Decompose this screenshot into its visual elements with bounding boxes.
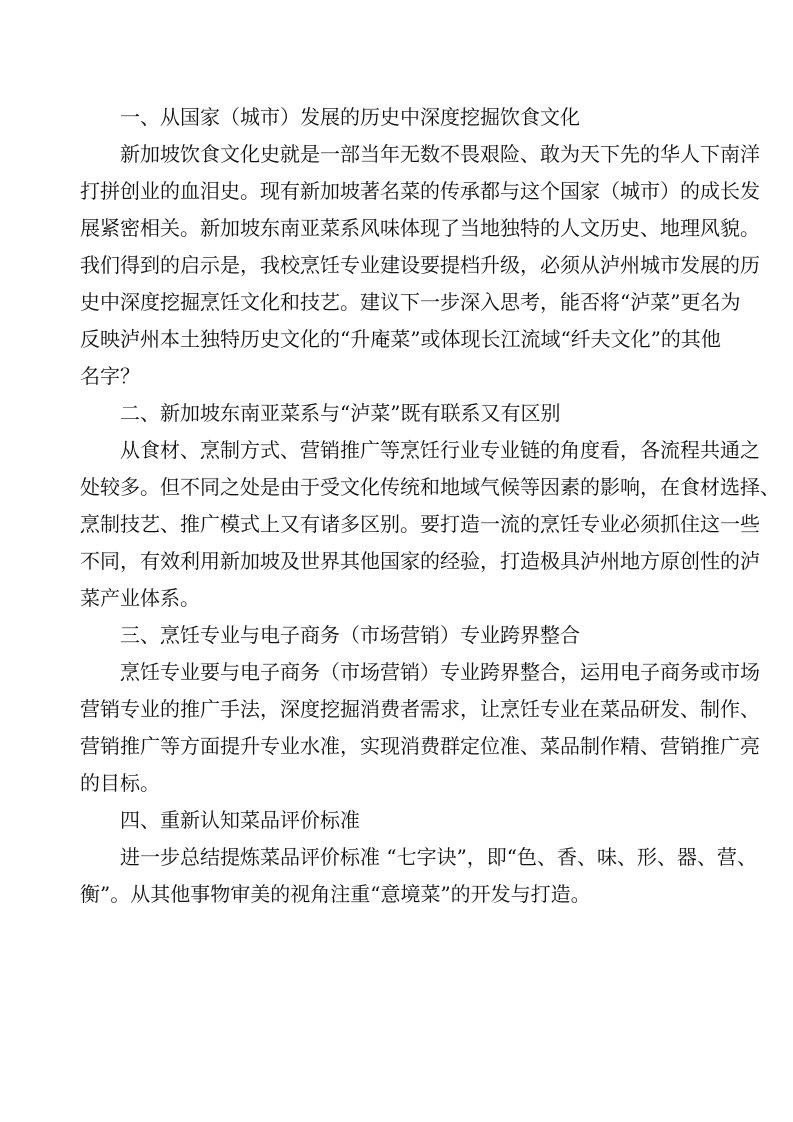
section-4 (80, 802, 758, 913)
paragraph-line: 名字？ (80, 364, 140, 388)
section-1 (80, 99, 760, 395)
paragraph-line: 营销推广等方面提升专业水准，实现消费群定位准、菜品制作精、营销推广亮 (80, 734, 760, 758)
paragraph-line: 打拼创业的血泪史。现有新加坡著名菜的传承都与这个国家（城市）的成长发 (80, 179, 760, 203)
paragraph-line: 新加坡饮食文化史就是一部当年无数不畏艰险、敢为天下先的华人下南洋 (120, 142, 760, 166)
paragraph-line: 衡”。从其他事物审美的视角注重“意境菜”的开发与打造。 (80, 882, 591, 906)
paragraph-line: 不同，有效利用新加坡及世界其他国家的经验，打造极具泸州地方原创性的泸 (80, 549, 760, 573)
paragraph-line: 展紧密相关。新加坡东南亚菜系风味体现了当地独特的人文历史、地理风貌。 (80, 216, 760, 240)
paragraph-line: 反映泸州本土独特历史文化的“升庵菜”或体现长江流域“纤夫文化”的其他 (80, 327, 721, 351)
paragraph-line: 的目标。 (80, 771, 160, 795)
paragraph-line: 从食材、烹制方式、营销推广等烹饪行业专业链的角度看，各流程共通之 (120, 438, 760, 462)
section-2 (80, 395, 780, 617)
paragraph-line: 烹饪专业要与电子商务（市场营销）专业跨界整合，运用电子商务或市场 (120, 660, 760, 684)
paragraph-line: 营销专业的推广手法，深度挖掘消费者需求，让烹饪专业在菜品研发、制作、 (80, 697, 760, 721)
section-heading: 三、烹饪专业与电子商务（市场营销）专业跨界整合 (120, 623, 580, 647)
paragraph-line: 史中深度挖掘烹饪文化和技艺。建议下一步深入思考，能否将“泸菜”更名为 (80, 290, 741, 314)
paragraph-line: 菜产业体系。 (80, 586, 200, 610)
section-3 (80, 617, 760, 802)
section-heading: 二、新加坡东南亚菜系与“泸菜”既有联系又有区别 (120, 401, 561, 425)
paragraph-line: 烹制技艺、推广模式上又有诸多区别。要打造一流的烹饪专业必须抓住这一些 (80, 512, 760, 536)
section-heading: 四、重新认知菜品评价标准 (120, 808, 360, 832)
paragraph-line: 处较多。但不同之处是由于受文化传统和地域气候等因素的影响，在食材选择、 (80, 475, 780, 499)
paragraph-line: 进一步总结提炼菜品评价标准 “七字诀”，即“色、香、味、形、器、营、 (120, 845, 758, 869)
section-heading: 一、从国家（城市）发展的历史中深度挖掘饮食文化 (120, 105, 580, 129)
document-body (80, 99, 780, 913)
paragraph-line: 我们得到的启示是，我校烹饪专业建设要提档升级，必须从泸州城市发展的历 (80, 253, 760, 277)
